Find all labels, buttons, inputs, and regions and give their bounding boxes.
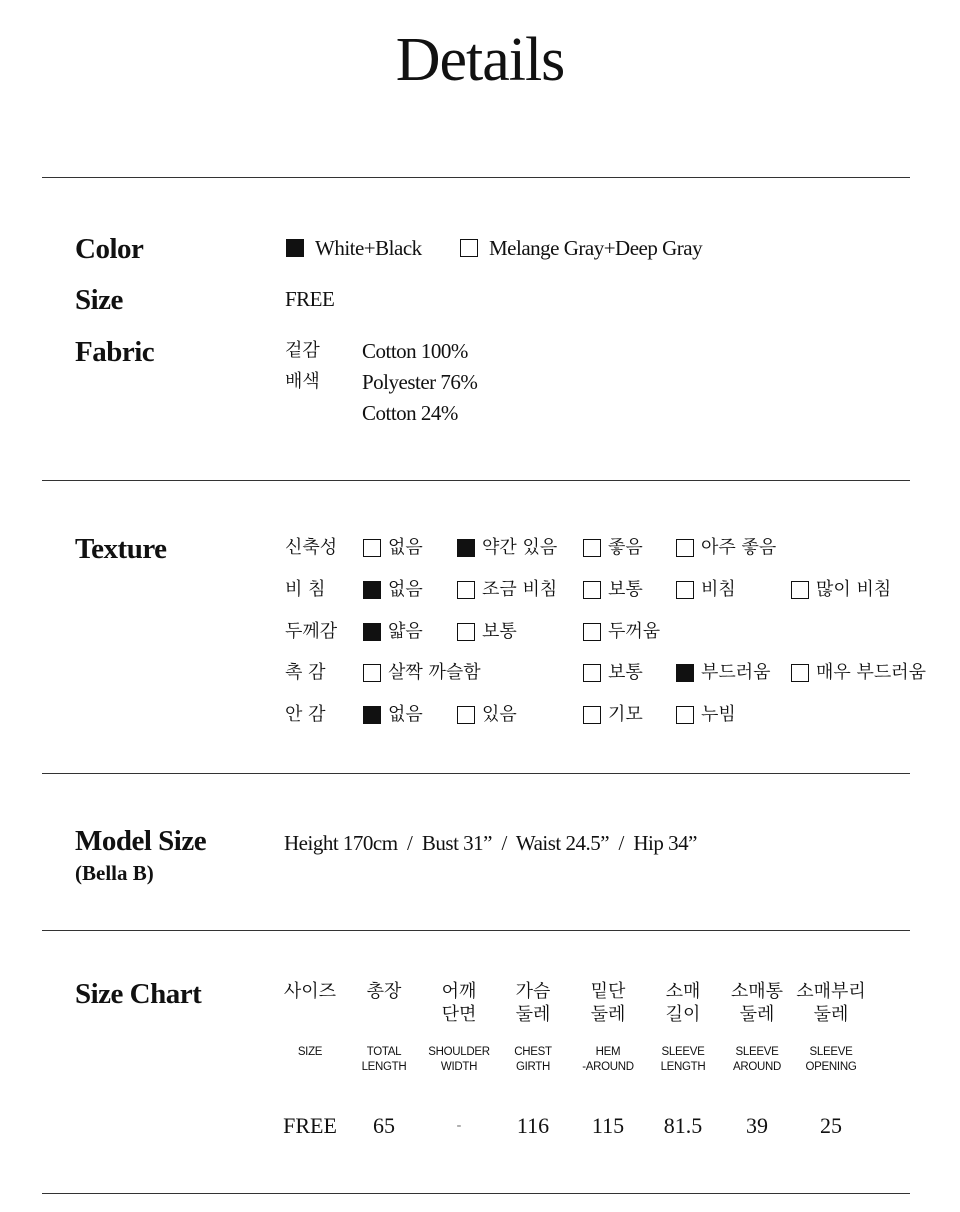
fabric-part: 배색 [285,371,320,392]
checked-box-icon [363,581,381,599]
texture-option [583,620,660,644]
texture-option-label: 약간 있음 [482,537,558,558]
size-value: FREE [285,287,335,311]
texture-option-label: 좋음 [608,537,643,558]
checked-box-icon [363,623,381,641]
texture-option-label: 보통 [482,621,517,642]
header-line: HEM [595,1046,621,1058]
header-line: 총장 [366,981,402,1002]
texture-option-label: 많이 비침 [816,579,892,600]
texture-option-label: 기모 [608,704,643,725]
header-line: 가슴 [515,981,551,1002]
texture-option [457,536,557,560]
divider [42,480,910,481]
texture-label: Texture [75,533,167,565]
texture-option [363,661,481,685]
color-option-1 [286,235,422,261]
unchecked-box-icon [583,664,601,682]
page-title: Details [395,26,565,94]
header-line: AROUND [732,1061,782,1073]
fabric-material: Polyester 76% [362,370,478,394]
texture-option [791,661,926,685]
header-line: 둘레 [813,1004,849,1025]
texture-option-label: 보통 [608,579,643,600]
texture-option [363,620,423,644]
size-chart-value: FREE [283,1113,337,1138]
texture-option [676,661,771,685]
unchecked-box-icon [583,623,601,641]
fabric-material: Cotton 100% [362,339,468,363]
header-line: SIZE [297,1046,323,1058]
texture-attribute-name: 촉 감 [285,662,326,683]
size-chart-value: 81.5 [663,1113,703,1138]
texture-option-label: 누빔 [701,704,736,725]
unchecked-box-icon [460,239,478,257]
size-chart-value: 25 [820,1113,842,1138]
unchecked-box-icon [457,706,475,724]
fabric-part: 겉감 [285,340,320,361]
color-label: Color [75,233,144,265]
texture-option [363,578,423,602]
texture-option-label: 부드러움 [701,662,771,683]
texture-attribute-name: 두께감 [285,621,338,642]
divider [42,1193,910,1194]
unchecked-box-icon [791,664,809,682]
header-line: 소매부리 [796,981,866,1002]
texture-option-label: 조금 비침 [482,579,558,600]
header-line: 사이즈 [283,981,337,1002]
color-option-label: Melange Gray+Deep Gray [489,236,703,260]
header-line: -AROUND [582,1061,634,1073]
unchecked-box-icon [363,664,381,682]
unchecked-box-icon [583,581,601,599]
texture-option [457,578,557,602]
header-line: 둘레 [515,1004,551,1025]
size-chart-value: 65 [373,1113,395,1138]
model-name: (Bella B) [75,861,154,885]
checked-box-icon [676,664,694,682]
unchecked-box-icon [676,581,694,599]
texture-option [676,536,776,560]
header-line: SLEEVE [735,1046,779,1058]
texture-attribute-name: 안 감 [285,704,326,725]
size-chart-value: - [456,1118,462,1133]
texture-option-label: 비침 [701,579,736,600]
header-line: 소매 [665,981,701,1002]
header-line: SLEEVE [809,1046,853,1058]
model-measurements: Height 170cm / Bust 31” / Waist 24.5” / Hip 34” [284,831,697,855]
header-line: 밑단 [590,981,626,1002]
header-line: 단면 [441,1004,477,1025]
header-line: WIDTH [440,1061,478,1073]
texture-option [676,578,736,602]
header-line: 길이 [665,1004,701,1025]
texture-option [363,536,423,560]
header-line: GIRTH [515,1061,551,1073]
texture-option [457,620,517,644]
texture-option-label: 보통 [608,662,643,683]
unchecked-box-icon [457,623,475,641]
texture-option [676,703,736,727]
header-line: 어깨 [441,981,477,1002]
unchecked-box-icon [791,581,809,599]
texture-option [583,536,643,560]
texture-option-label: 매우 부드러움 [816,662,927,683]
texture-option [791,578,891,602]
size-chart-value: 115 [591,1113,625,1138]
texture-option-label: 있음 [482,704,517,725]
checked-box-icon [457,539,475,557]
checked-box-icon [363,706,381,724]
texture-option [363,703,423,727]
texture-option-label: 없음 [388,537,423,558]
color-option-2 [460,235,702,261]
unchecked-box-icon [363,539,381,557]
texture-option [457,703,517,727]
texture-option [583,578,643,602]
unchecked-box-icon [583,706,601,724]
divider [42,930,910,931]
size-chart-value: 39 [746,1113,768,1138]
size-chart-label: Size Chart [75,978,202,1010]
header-line: SLEEVE [661,1046,705,1058]
texture-option [583,661,643,685]
fabric-label: Fabric [75,336,155,368]
texture-attribute-name: 신축성 [285,537,338,558]
texture-option-label: 아주 좋음 [701,537,777,558]
texture-option-label: 두꺼움 [608,621,661,642]
size-chart-value: 116 [516,1113,550,1138]
header-line: 둘레 [739,1004,775,1025]
texture-option-label: 얇음 [388,621,423,642]
header-line: TOTAL [366,1046,402,1058]
size-chart-header-en [786,1045,876,1075]
texture-attribute-name: 비 침 [285,579,326,600]
header-line: LENGTH [361,1061,407,1073]
divider [42,773,910,774]
size-label: Size [75,284,123,316]
texture-option [583,703,643,727]
header-line: OPENING [805,1061,857,1073]
header-line: LENGTH [660,1061,706,1073]
unchecked-box-icon [457,581,475,599]
texture-option-label: 없음 [388,704,423,725]
size-chart-header-kr [786,980,876,1026]
header-line: CHEST [514,1046,552,1058]
model-size-label: Model Size [75,825,207,857]
texture-option-label: 없음 [388,579,423,600]
fabric-material: Cotton 24% [362,401,458,425]
divider [42,177,910,178]
checked-box-icon [286,239,304,257]
header-line: 둘레 [590,1004,626,1025]
texture-option-label: 살짝 까슬함 [388,662,481,683]
unchecked-box-icon [676,706,694,724]
unchecked-box-icon [583,539,601,557]
header-line: SHOULDER [428,1046,490,1058]
color-option-label: White+Black [315,236,422,260]
header-line: 소매통 [730,981,784,1002]
unchecked-box-icon [676,539,694,557]
